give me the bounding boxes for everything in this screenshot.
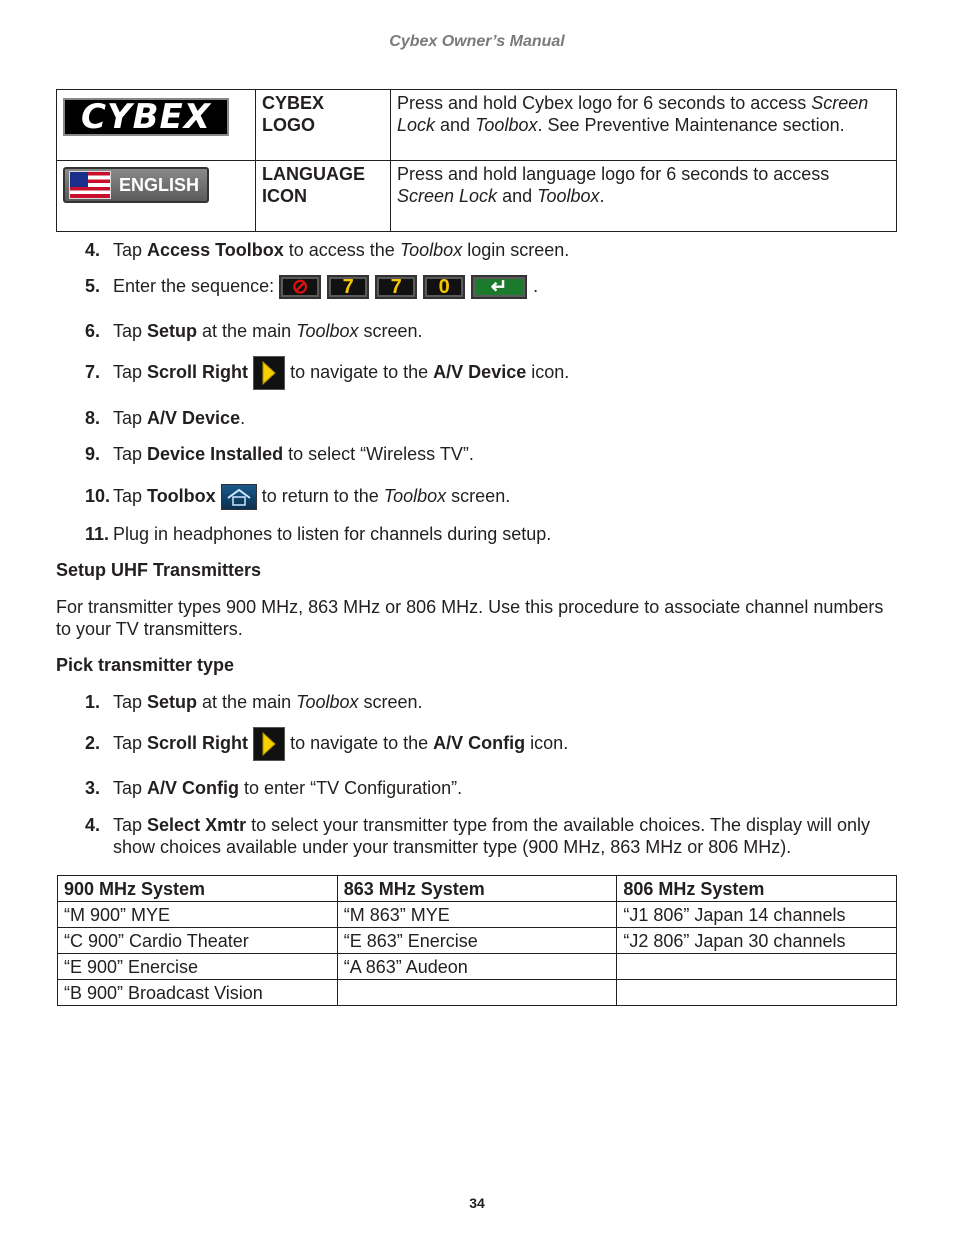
section-heading: Pick transmitter type [56, 655, 235, 675]
table-cell [617, 954, 897, 980]
step-item: 1. Tap Setup at the main Toolbox screen. [85, 692, 423, 712]
toolbox-icon [221, 484, 257, 510]
enter-key-icon: ↵ [471, 275, 527, 299]
digit-key-icon: 7 [375, 275, 417, 299]
step-item: 8. Tap A/V Device. [85, 408, 246, 428]
table-cell: “E 900” Enercise [58, 954, 338, 980]
manual-title: Cybex Owner’s Manual [389, 33, 565, 50]
scroll-right-icon [253, 727, 285, 761]
step-item: 2. Tap Scroll Right to navigate to the A/V Config icon. [85, 727, 875, 761]
step-item: 4. Tap Access Toolbox to access the Toolbox login screen. [85, 240, 570, 260]
table-row [58, 980, 897, 1006]
table-row [58, 928, 897, 954]
table-cell [617, 980, 897, 1006]
table-cell: “J2 806” Japan 30 channels [617, 928, 897, 954]
column-header: 863 MHz System [337, 876, 617, 902]
table-header-row [58, 876, 897, 902]
section-paragraph: For transmitter types 900 MHz, 863 MHz or 806 MHz. Use this procedure to associate channel numbers to your TV transmitters. [56, 597, 884, 639]
step-item: 4. Tap Select Xmtr to select your transmitter type from the available choices. The display will only show choices available under your transmitter type (900 MHz, 863 MHz or 806 MHz). [85, 815, 871, 857]
table-cell: “M 900” MYE [58, 902, 338, 928]
page-number: 34 [469, 1195, 485, 1211]
icon-description: Press and hold Cybex logo for 6 seconds to access Screen Lock and Toolbox. See Preventive Maintenance section. [391, 90, 897, 161]
table-row [58, 902, 897, 928]
table-cell: “J1 806” Japan 14 channels [617, 902, 897, 928]
table-cell: “C 900” Cardio Theater [58, 928, 338, 954]
digit-key-icon: 7 [327, 275, 369, 299]
icon-description: Press and hold language logo for 6 seconds to access Screen Lock and Toolbox. [391, 161, 897, 232]
column-header: 900 MHz System [58, 876, 338, 902]
step-item: 3. Tap A/V Config to enter “TV Configuration”. [85, 778, 463, 798]
digit-key-icon: 0 [423, 275, 465, 299]
section-heading: Setup UHF Transmitters [56, 560, 262, 580]
step-item: 7. Tap Scroll Right to navigate to the A/V Device icon. [85, 356, 875, 390]
icon-name: LOGO [262, 115, 315, 135]
table-row [58, 954, 897, 980]
cybex-logo-icon: CYBEX [63, 98, 229, 136]
step-item: 5. Enter the sequence: ⊘ 7 7 0 ↵ . [85, 276, 539, 299]
icon-table [56, 89, 897, 232]
cancel-key-icon: ⊘ [279, 275, 321, 299]
icon-name: ICON [262, 186, 307, 206]
step-item: 11. Plug in headphones to listen for channels during setup. [85, 524, 552, 544]
step-item: 10. Tap Toolbox to return to the Toolbox screen. [85, 484, 875, 510]
table-cell: “E 863” Enercise [337, 928, 617, 954]
scroll-right-icon [253, 356, 285, 390]
step-item: 6. Tap Setup at the main Toolbox screen. [85, 321, 423, 341]
table-cell [337, 980, 617, 1006]
table-cell: “B 900” Broadcast Vision [58, 980, 338, 1006]
us-flag-icon [69, 171, 111, 199]
table-cell: “A 863” Audeon [337, 954, 617, 980]
icon-row-language [57, 161, 897, 232]
icon-row-cybex [57, 90, 897, 161]
icon-name: LANGUAGE [262, 164, 365, 184]
column-header: 806 MHz System [617, 876, 897, 902]
step-item: 9. Tap Device Installed to select “Wireless TV”. [85, 444, 474, 464]
icon-name: CYBEX [262, 93, 325, 113]
transmitter-systems-table [57, 875, 897, 1006]
table-cell: “M 863” MYE [337, 902, 617, 928]
language-icon: ENGLISH [63, 167, 209, 203]
